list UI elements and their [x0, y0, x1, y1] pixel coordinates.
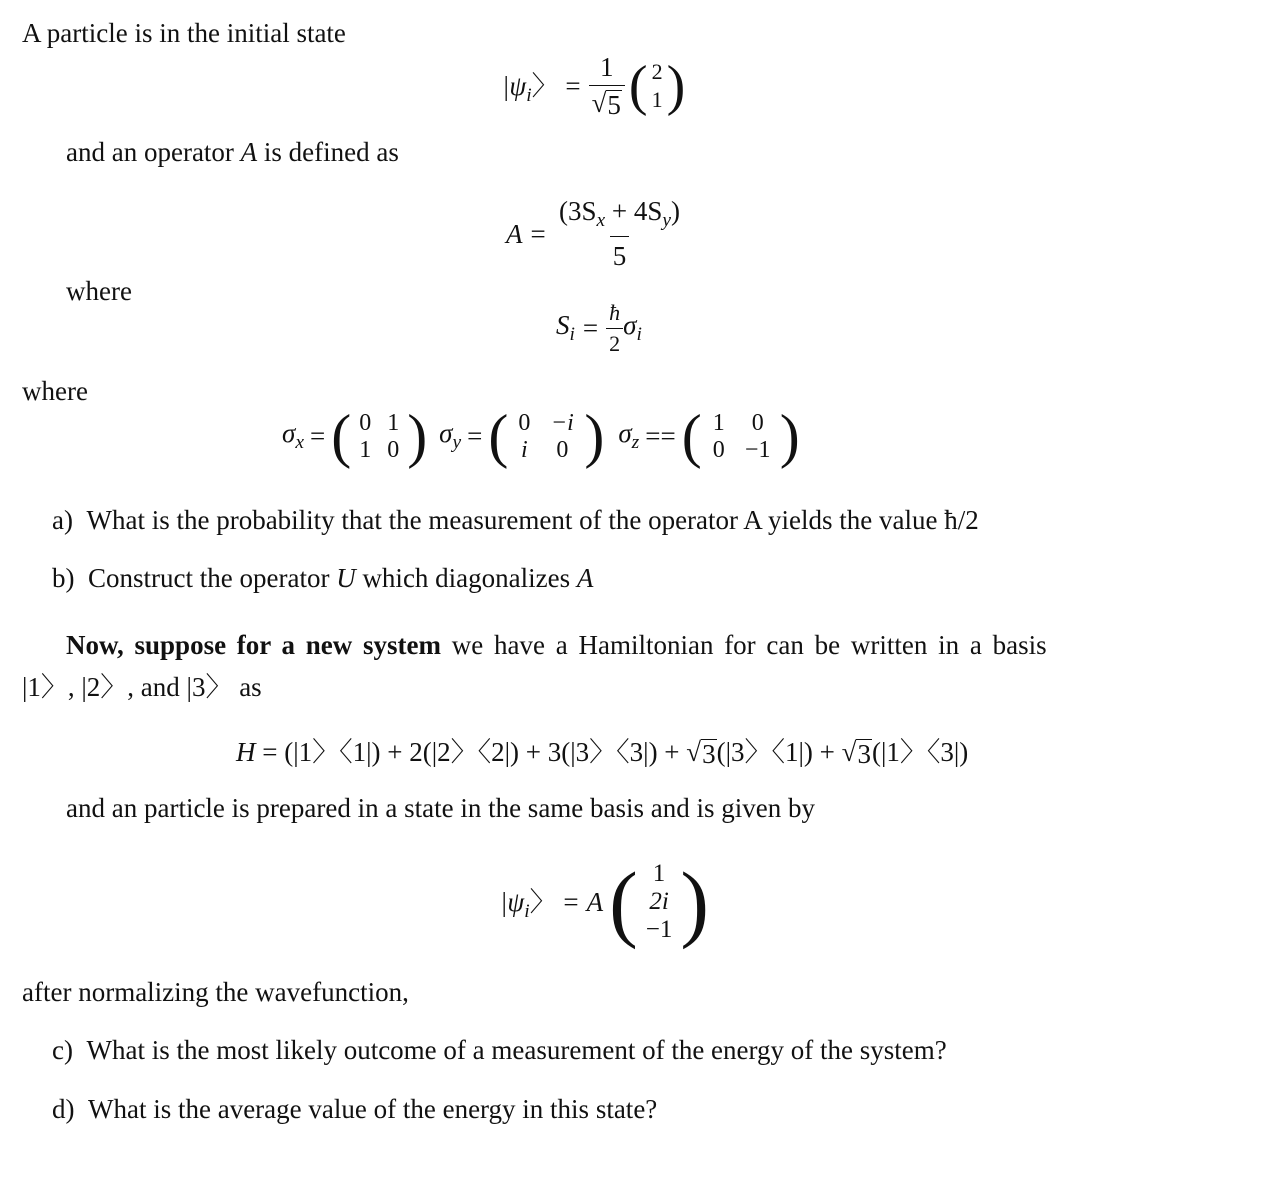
left-paren: (: [488, 403, 509, 469]
A-denominator: 5: [610, 236, 630, 272]
new-system-line2: |1〉, |2〉, and |3〉 as: [22, 672, 262, 702]
sigma-x-equals: =: [309, 421, 326, 451]
question-d: d) What is the average value of the energy in this state?: [52, 1094, 658, 1124]
psi-prepared-equation: [500, 852, 709, 952]
right-paren: ): [584, 403, 605, 469]
hamiltonian-equation: H = (|1〉〈1|) + 2(|2〉〈2|) + 3(|3〉〈3|) + √ 3 (|3〉〈1|) + √ 3 (|1〉〈3|): [236, 737, 969, 769]
fraction-numerator: 1: [600, 52, 614, 82]
A-numerator: $(3S_x + 4S_y)$: [558, 196, 681, 232]
sigma-y-matrix: 0 −i i 0: [518, 409, 574, 463]
normalization-fraction: [589, 52, 625, 119]
sigma-y-label: $\sigma_y$: [439, 418, 462, 454]
A-fraction: [555, 196, 684, 272]
spin-operator-equation: [556, 300, 642, 357]
operator-A-equation: [506, 196, 684, 272]
question-b: b) Construct the operator U which diagonalizes A: [52, 563, 594, 593]
normalization-constant: A: [586, 886, 604, 917]
left-paren: (: [331, 403, 352, 469]
sigma-z-matrix: 1 0 0 −1: [712, 409, 771, 463]
new-system-line1: Now, suppose for a new system we have a Hamiltonian for can be written in a basis: [66, 630, 1047, 660]
psi-lhs: $|\psi_i$〉 =: [502, 70, 581, 107]
right-paren: ): [666, 54, 686, 117]
right-paren: ): [680, 854, 709, 950]
hbar-over-2: $\frac{ħ}{2}$: [606, 300, 623, 357]
psi2-lhs: $|\psi_i$〉 =: [500, 887, 579, 923]
left-paren: (: [609, 854, 638, 950]
sigma-z-equals: ==: [645, 421, 676, 451]
sigma-x-label: $\sigma_x$: [282, 418, 304, 454]
left-paren: (: [628, 54, 648, 117]
state-vector-3: 1 2i −1: [645, 860, 673, 943]
intro-text: A particle is in the initial state: [22, 18, 346, 48]
fraction-denominator: √ 5: [589, 85, 625, 119]
left-paren: (: [681, 403, 702, 469]
sigma-x-matrix: 0 1 1 0: [359, 409, 400, 463]
sigma-z-label: $\sigma_z$: [618, 418, 640, 454]
psi-initial-equation: [502, 52, 685, 119]
question-a: a) What is the probability that the measurement of the operator A yields the value ħ/2: [52, 505, 979, 535]
equals-sign: =: [582, 313, 599, 343]
pauli-matrices: [282, 402, 800, 471]
state-vector: 2 1: [651, 58, 663, 112]
A-lhs: A =: [506, 218, 547, 249]
where-text-1: where: [66, 276, 132, 306]
right-paren: ): [407, 403, 428, 469]
after-text: after normalizing the wavefunction,: [22, 977, 409, 1007]
operator-intro: and an operator A is defined as: [66, 137, 399, 167]
sigma-i: $\sigma_i$: [623, 310, 642, 346]
prepared-text: and an particle is prepared in a state in the same basis and is given by: [66, 793, 816, 823]
where-text-2: where: [22, 376, 88, 406]
sigma-y-equals: =: [467, 421, 483, 451]
S-lhs: $S_i$: [556, 310, 575, 346]
right-paren: ): [779, 403, 800, 469]
question-c: c) What is the most likely outcome of a measurement of the energy of the system?: [52, 1035, 947, 1065]
